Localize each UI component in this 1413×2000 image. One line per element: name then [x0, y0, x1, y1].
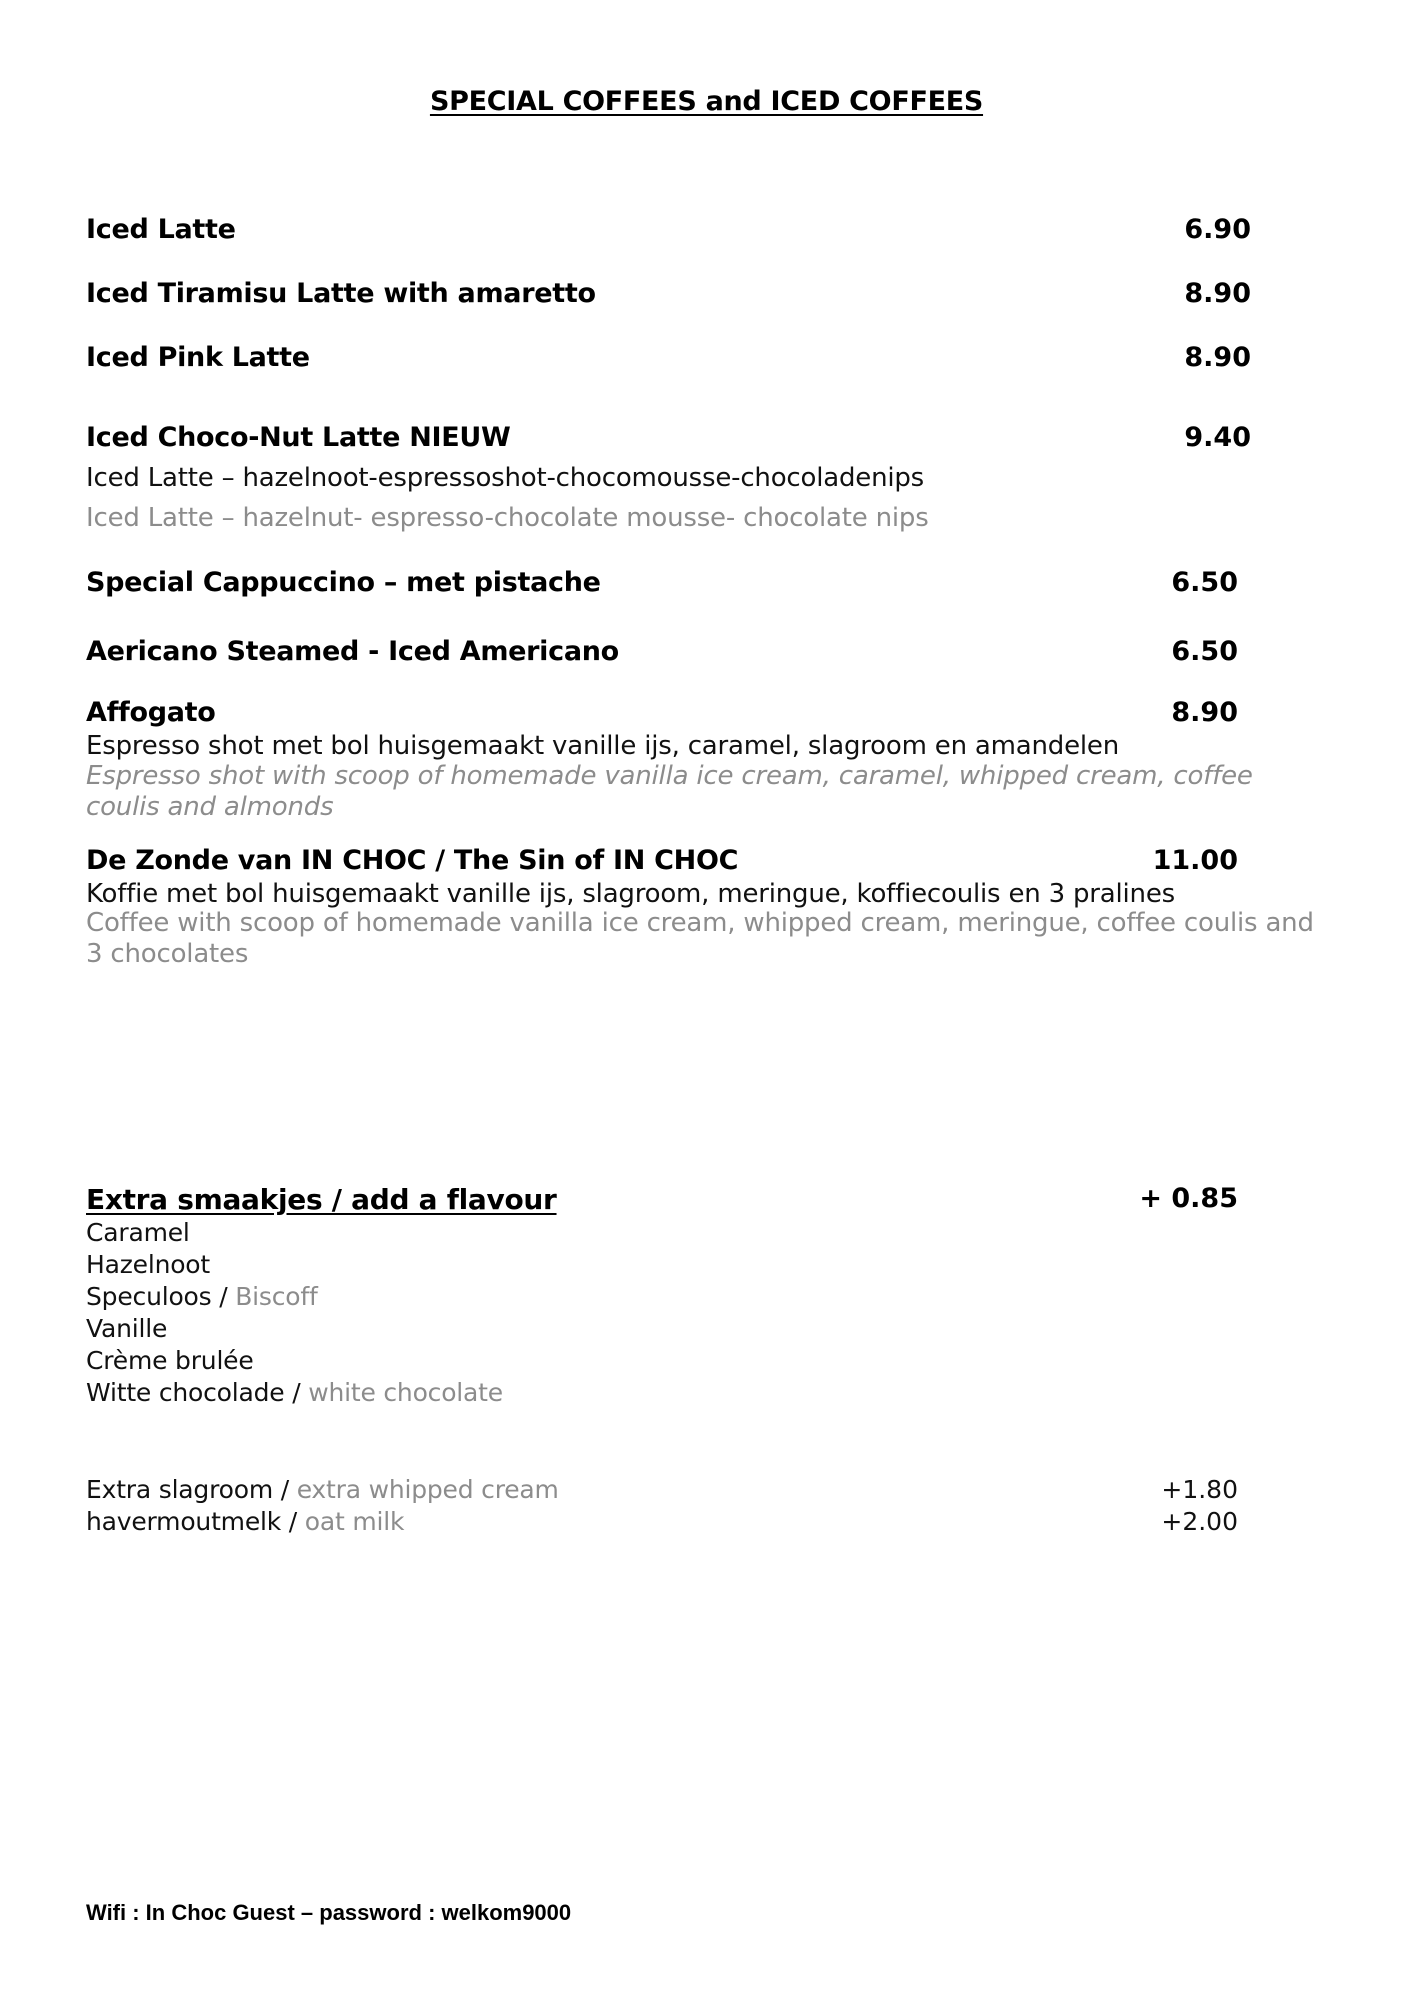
- menu-item-price: 6.50: [1171, 636, 1238, 667]
- flavour-item: [86, 1282, 318, 1311]
- menu-item-price: 8.90: [1184, 342, 1251, 373]
- extra-item: [86, 1507, 404, 1536]
- extra-name-en: oat milk: [304, 1507, 405, 1536]
- flavours-heading: Extra smaakjes / add a flavour: [86, 1183, 557, 1216]
- extra-name-nl: havermoutmelk /: [86, 1507, 305, 1536]
- menu-item-description-nl: Espresso shot met bol huisgemaakt vanille ijs, caramel, slagroom en amandelen: [86, 731, 1119, 761]
- flavour-name-nl: Speculoos /: [86, 1282, 236, 1311]
- menu-item-price: 8.90: [1184, 278, 1251, 309]
- menu-item-name: Iced Pink Latte: [86, 342, 310, 373]
- extra-name-en: extra whipped cream: [296, 1475, 559, 1504]
- flavour-item: [86, 1346, 254, 1375]
- flavour-name-nl: Vanille: [86, 1314, 168, 1343]
- menu-item-price: 11.00: [1152, 845, 1238, 876]
- flavour-name-nl: Hazelnoot: [86, 1250, 211, 1279]
- extra-price: +2.00: [1161, 1507, 1238, 1536]
- menu-item-name: De Zonde van IN CHOC / The Sin of IN CHOC: [86, 845, 739, 876]
- flavour-item: [86, 1250, 210, 1279]
- extra-name-nl: Extra slagroom /: [86, 1475, 297, 1504]
- wifi-info: Wifi : In Choc Guest – password : welkom9000: [86, 1900, 572, 1925]
- flavour-name-en: white chocolate: [308, 1378, 503, 1407]
- menu-item-name: Iced Choco-Nut Latte NIEUW: [86, 422, 511, 453]
- menu-item-description-nl: Iced Latte – hazelnoot-espressoshot-chocomousse-chocoladenips: [86, 463, 925, 493]
- flavour-name-nl: Crème brulée: [86, 1346, 254, 1375]
- flavours-price: + 0.85: [1139, 1183, 1238, 1214]
- menu-item-name: Special Cappuccino – met pistache: [86, 567, 601, 598]
- menu-item-name: Iced Latte: [86, 214, 236, 245]
- menu-item-name: Affogato: [86, 697, 216, 728]
- flavour-name-nl: Caramel: [86, 1218, 190, 1247]
- page-title: SPECIAL COFFEES and ICED COFFEES: [429, 86, 984, 117]
- menu-item-name: Aericano Steamed - Iced Americano: [86, 636, 619, 667]
- menu-item-name: Iced Tiramisu Latte with amaretto: [86, 278, 596, 309]
- menu-item-description-en: Iced Latte – hazelnut- espresso-chocolate mousse- chocolate nips: [86, 503, 929, 533]
- flavour-name-en: Biscoff: [235, 1282, 318, 1311]
- menu-item-price: 6.50: [1171, 567, 1238, 598]
- menu-item-description-en: Coffee with scoop of homemade vanilla ice cream, whipped cream, meringue, coffee coulis and 3 chocolates: [86, 908, 1314, 969]
- flavour-item: [86, 1314, 167, 1343]
- extra-price: +1.80: [1161, 1475, 1238, 1504]
- flavour-item: [86, 1218, 190, 1247]
- menu-item-description-en: Espresso shot with scoop of homemade vanilla ice cream, caramel, whipped cream, coffee coulis and almonds: [86, 761, 1253, 822]
- extra-item: [86, 1475, 559, 1504]
- menu-item-description-nl: Koffie met bol huisgemaakt vanille ijs, slagroom, meringue, koffiecoulis en 3 pralines: [86, 879, 1175, 909]
- flavour-item: [86, 1378, 503, 1407]
- menu-item-price: 8.90: [1171, 697, 1238, 728]
- flavour-name-nl: Witte chocolade /: [86, 1378, 309, 1407]
- menu-item-price: 9.40: [1184, 422, 1251, 453]
- menu-item-price: 6.90: [1184, 214, 1251, 245]
